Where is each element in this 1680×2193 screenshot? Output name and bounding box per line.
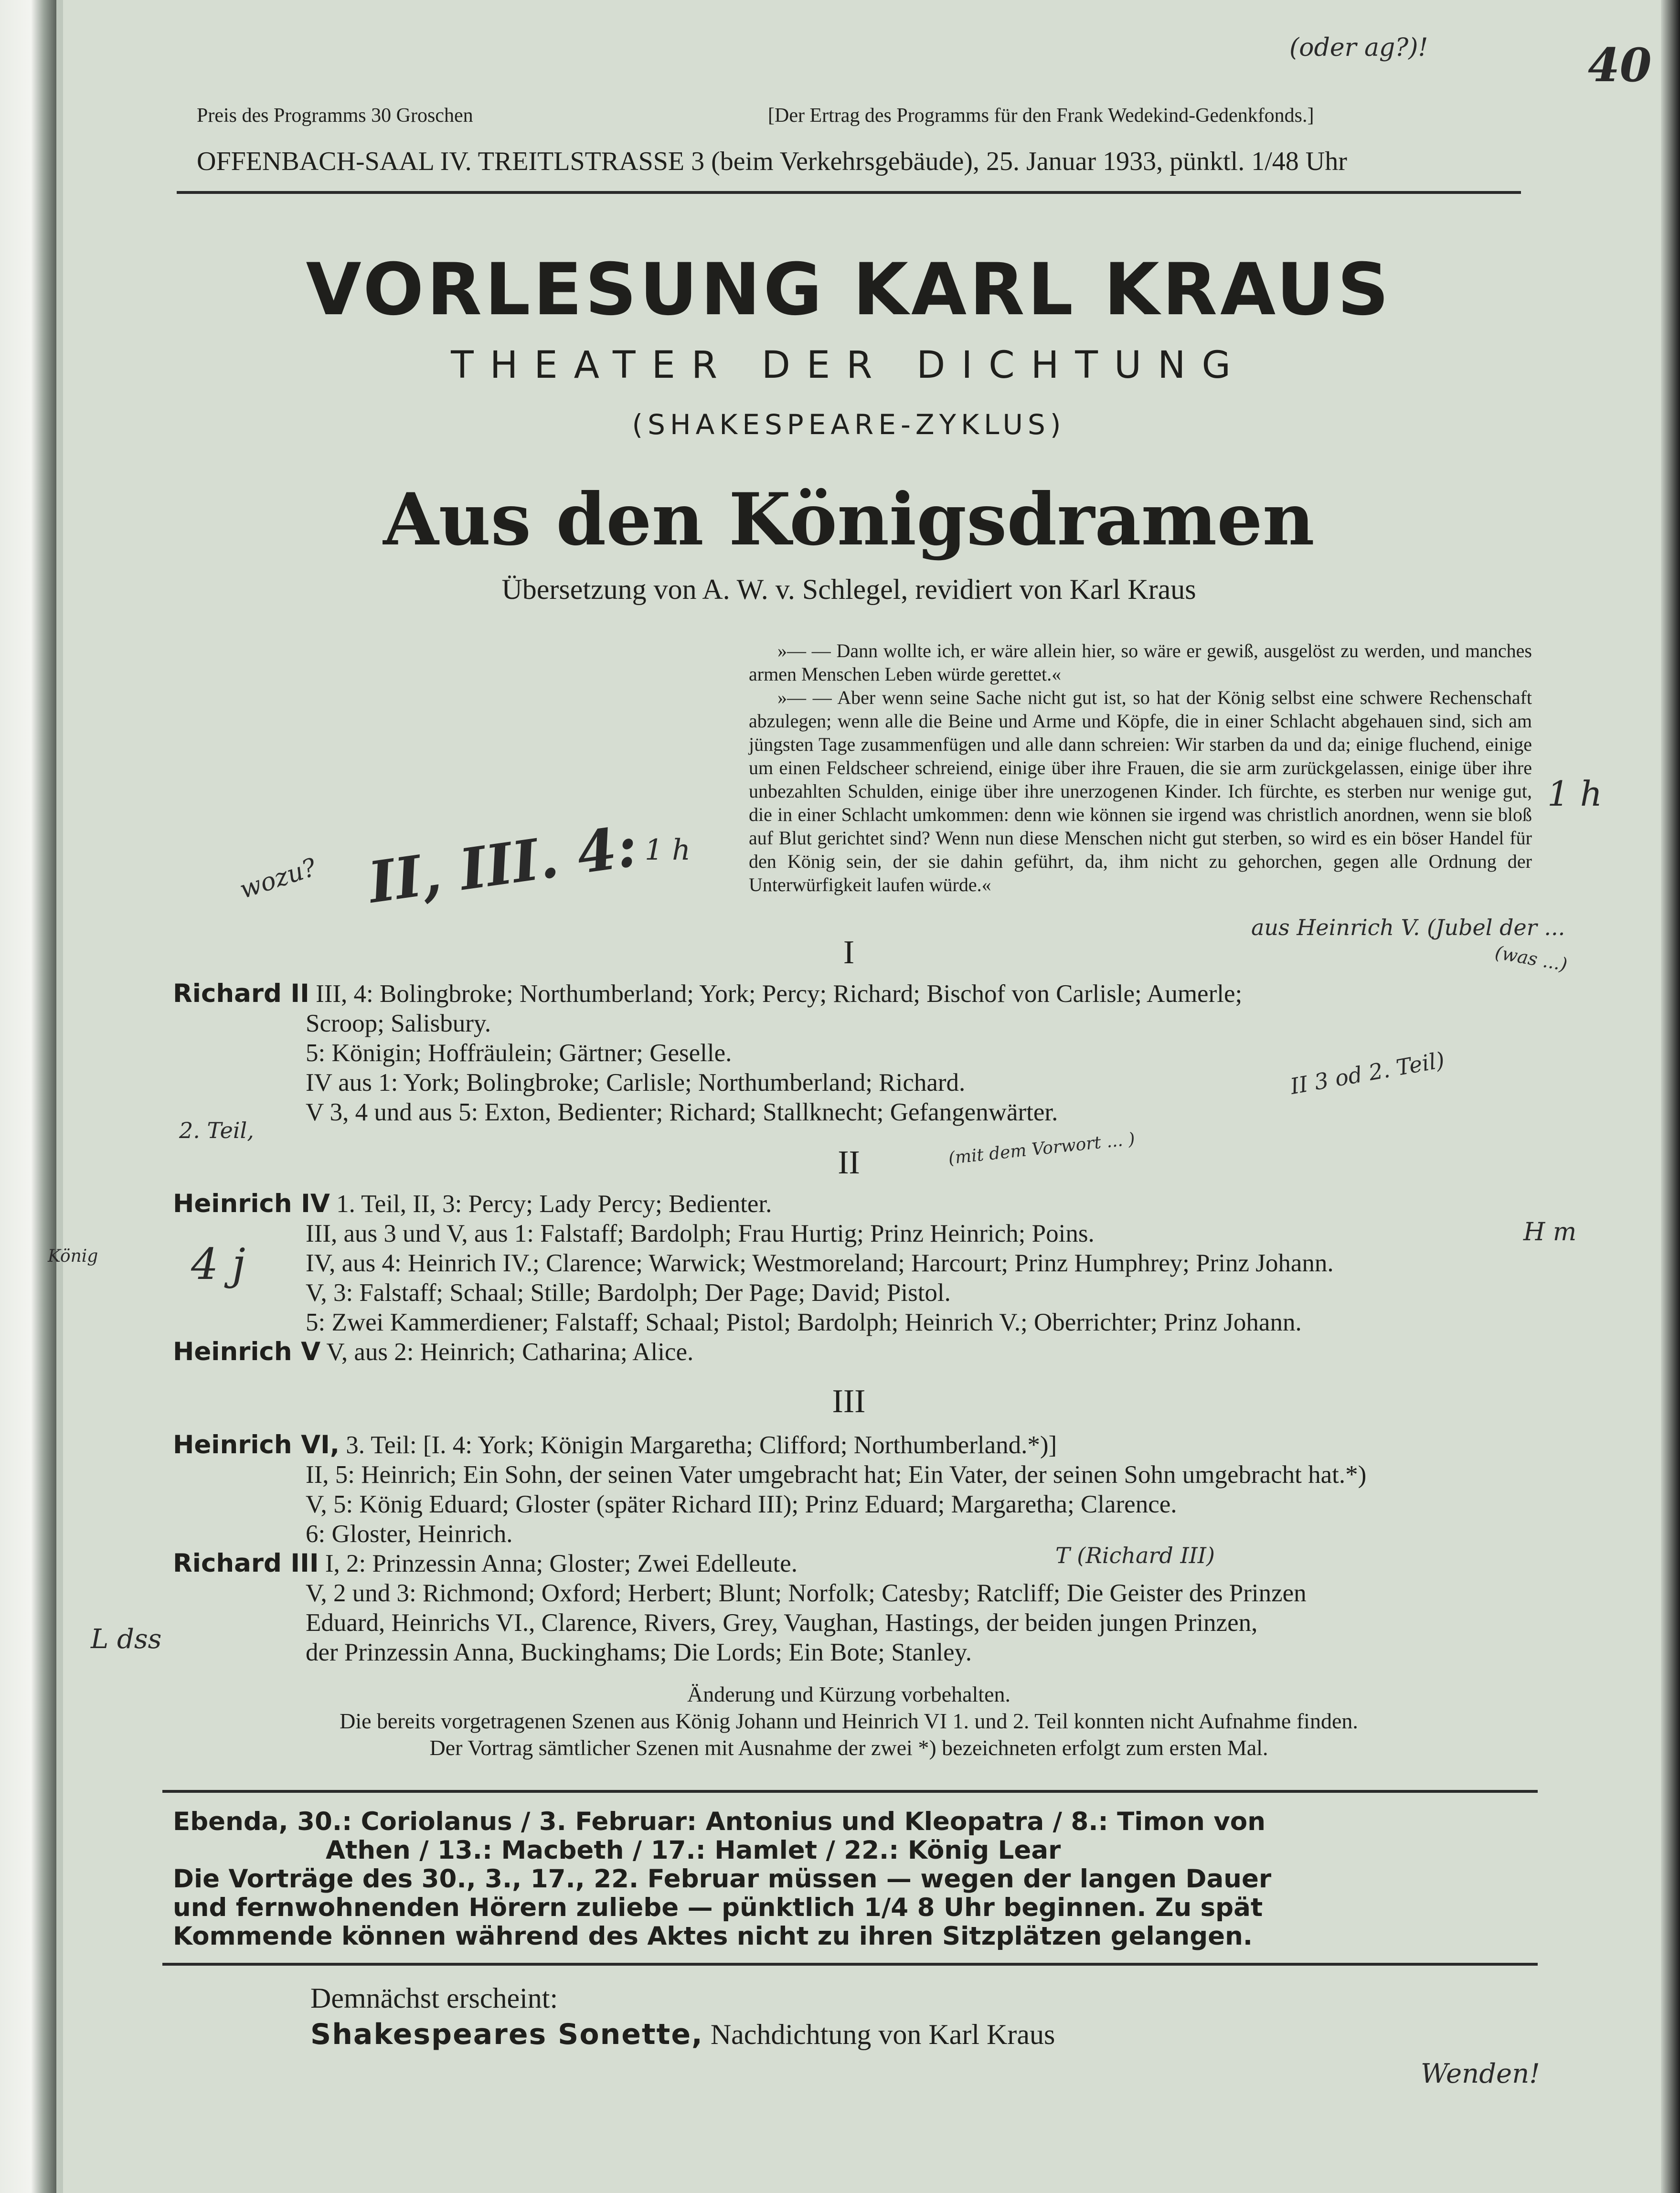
- program-line: III, 4: Bolingbroke; Northumberland; York; Percy; Richard; Bischof von Carlisle; Aumerle;: [316, 980, 1243, 1008]
- header-rule: [177, 191, 1521, 194]
- announcement-line: Die Vorträge des 30., 3., 17., 22. Februar müssen — wegen der langen Dauer: [173, 1864, 1272, 1894]
- program-line: V, 2 und 3: Richmond; Oxford; Herbert; Blunt; Norfolk; Catesby; Ratcliff; Die Geister des Prinzen: [306, 1579, 1307, 1607]
- page-right-edge: [1661, 0, 1680, 2193]
- announcement-rule-top: [162, 1790, 1538, 1793]
- book-title: Shakespeares Sonette,: [310, 2018, 703, 2051]
- handwritten-top-note: (oder ag?)!: [1289, 33, 1428, 62]
- program-line: V 3, 4 und aus 5: Exton, Bedienter; Richard; Stallknecht; Gefangenwärter.: [306, 1098, 1058, 1126]
- venue-line: OFFENBACH-SAAL IV. TREITLSTRASSE 3 (beim Verkehrsgebäude), 25. Januar 1933, pünktl. 1/48 Uhr: [197, 147, 1347, 176]
- program-proceeds: [Der Ertrag des Programms für den Frank Wedekind-Gedenkfonds.]: [768, 105, 1314, 127]
- subtitle: THEATER DER DICHTUNG: [451, 344, 1247, 387]
- program-heinrich-iv: [173, 1189, 1334, 1367]
- turn-note: Wenden!: [1421, 2058, 1540, 2089]
- cycle-title: (SHAKESPEARE-ZYKLUS): [632, 408, 1066, 441]
- play-title: Richard III: [173, 1549, 319, 1578]
- announcement-rule-bottom: [162, 1963, 1538, 1966]
- program-line: der Prinzessin Anna, Buckinghams; Die Lords; Ein Bote; Stanley.: [306, 1639, 972, 1666]
- handwritten-note: (was ...): [1493, 942, 1569, 975]
- program-line: III, aus 3 und V, aus 1: Falstaff; Bardolph; Frau Hurtig; Prinz Heinrich; Poins.: [306, 1220, 1095, 1247]
- handwritten-roman: II, III. 4:: [364, 812, 641, 916]
- play-title: Heinrich IV: [173, 1189, 330, 1218]
- handwritten-note: König: [48, 1246, 98, 1266]
- handwritten-mark: 1 h: [645, 833, 691, 867]
- announcement-line: Kommende können während des Aktes nicht zu ihren Sitzplätzen gelangen.: [173, 1922, 1253, 1951]
- program-line: 3. Teil: [I. 4: York; Königin Margaretha; Clifford; Northumberland.*)]: [346, 1431, 1057, 1459]
- handwritten-question: wozu?: [236, 853, 320, 905]
- section-heading: III: [832, 1383, 866, 1420]
- quote-paragraph: »— — Dann wollte ich, er wäre allein hier, so wäre er gewiß, ausgelöst zu werden, und manches armen Menschen Leben würde gerettet.«: [749, 640, 1532, 685]
- handwritten-note: II 3 od 2. Teil): [1288, 1047, 1447, 1099]
- section-heading: I: [843, 934, 855, 971]
- section-heading: II: [838, 1144, 860, 1181]
- handwritten-note: (mit dem Vorwort ... ): [947, 1129, 1136, 1169]
- handwritten-note: T (Richard III): [1055, 1543, 1215, 1568]
- program-price: Preis des Programms 30 Groschen: [197, 105, 473, 127]
- program-line: Eduard, Heinrichs VI., Clarence, Rivers, Grey, Vaughan, Hastings, der beiden jungen Prinzen,: [306, 1609, 1258, 1637]
- quote-block: [749, 639, 1532, 896]
- handwritten-note: 2. Teil,: [179, 1118, 254, 1143]
- program-line: IV aus 1: York; Bolingbroke; Carlisle; Northumberland; Richard.: [306, 1069, 966, 1096]
- program-line: V, 5: König Eduard; Gloster (später Richard III); Prinz Eduard; Margaretha; Clarence.: [306, 1490, 1177, 1518]
- program-line: IV, aus 4: Heinrich IV.; Clarence; Warwick; Westmoreland; Harcourt; Prinz Humphrey; Prinz Johann.: [306, 1249, 1334, 1277]
- program-line: I, 2: Prinzessin Anna; Gloster; Zwei Edelleute.: [325, 1550, 797, 1577]
- handwritten-note: L dss: [91, 1624, 162, 1655]
- upcoming-book: [310, 2018, 1055, 2051]
- main-title: VORLESUNG KARL KRAUS: [306, 248, 1392, 331]
- note-line: Der Vortrag sämtlicher Szenen mit Ausnahme der zwei *) bezeichneten erfolgt zum ersten Mal.: [429, 1735, 1268, 1760]
- program-line: II, 5: Heinrich; Ein Sohn, der seinen Vater umgebracht hat; Ein Vater, der seinen Sohn umgebracht hat.*): [306, 1461, 1367, 1489]
- handwritten-mark: 1 h: [1547, 774, 1603, 814]
- announcement-box: [173, 1808, 1529, 1951]
- book-subtitle: Nachdichtung von Karl Kraus: [710, 2019, 1055, 2050]
- quote-paragraph: »— — Aber wenn seine Sache nicht gut ist, so hat der König selbst eine schwere Rechenschaft abzulegen; wenn alle die Beine und Arme und Köpfe, die in einer Schlacht abgehauen sind, sich am jüngsten Tage zusammenfügen und alle dann schreien: Wir starben da und da; einige fluchend, einige um einen Feldscheer schreiend, einige über ihre Frauen, die sie arm zurückgelassen, einige über ihre unbezahlten Schulden, einige über ihre unerzogenen Kinder. Ich fürchte, es sterben nur wenige gut, die in einer Schlacht umkommen: denn wie können sie irgend was christlich anordnen, wenn sie bloß auf Blut gerichtet sind? Wenn nun diese Menschen nicht gut sterben, so wird es ein böser Handel für den König sein, der sie dahin geführt, da, ihm nicht zu gehorchen, gegen alle Ordnung der Unterwürfigkeit laufen würde.«: [749, 687, 1532, 895]
- binding-edge: [0, 0, 56, 2193]
- upcoming-label: Demnächst erscheint:: [310, 1982, 558, 2014]
- announcement-line: Athen / 13.: Macbeth / 17.: Hamlet / 22.: König Lear: [326, 1836, 1061, 1865]
- program-richard-ii: [173, 979, 1242, 1127]
- note-line: Änderung und Kürzung vorbehalten.: [687, 1682, 1011, 1706]
- play-title: Heinrich VI,: [173, 1430, 340, 1459]
- program-line: 6: Gloster, Heinrich.: [306, 1520, 513, 1548]
- binding-shadow: [56, 0, 63, 2193]
- program-line: V, aus 2: Heinrich; Catharina; Alice.: [326, 1338, 694, 1366]
- program-line: Scroop; Salisbury.: [306, 1010, 491, 1037]
- play-title: Heinrich V: [173, 1337, 321, 1366]
- note-line: Die bereits vorgetragenen Szenen aus König Johann und Heinrich VI 1. und 2. Teil konnten nicht Aufnahme finden.: [340, 1709, 1358, 1733]
- play-title: Richard II: [173, 979, 309, 1008]
- handwritten-note: aus Heinrich V. (Jubel der ...: [1251, 915, 1565, 940]
- work-title: Aus den Königsdramen: [383, 478, 1315, 562]
- handwritten-note: H m: [1523, 1218, 1577, 1246]
- program-notes: [177, 1681, 1521, 1761]
- program-line: 5: Königin; Hoffräulein; Gärtner; Geselle.: [306, 1039, 732, 1067]
- program-line: 1. Teil, II, 3: Percy; Lady Percy; Bedienter.: [336, 1190, 772, 1218]
- announcement-line: Ebenda, 30.: Coriolanus / 3. Februar: Antonius und Kleopatra / 8.: Timon von: [173, 1807, 1265, 1836]
- announcement-line: und fernwohnenden Hörern zuliebe — pünktlich 1/4 8 Uhr beginnen. Zu spät: [173, 1893, 1263, 1922]
- program-line: 5: Zwei Kammerdiener; Falstaff; Schaal; Pistol; Bardolph; Heinrich V.; Oberrichter; Prinz Johann.: [306, 1309, 1302, 1336]
- translation-credit: Übersetzung von A. W. v. Schlegel, revidiert von Karl Kraus: [501, 574, 1196, 605]
- program-line: V, 3: Falstaff; Schaal; Stille; Bardolph; Der Page; David; Pistol.: [306, 1279, 951, 1307]
- page-number: 40: [1588, 38, 1652, 92]
- handwritten-note: 4 j: [191, 1239, 245, 1289]
